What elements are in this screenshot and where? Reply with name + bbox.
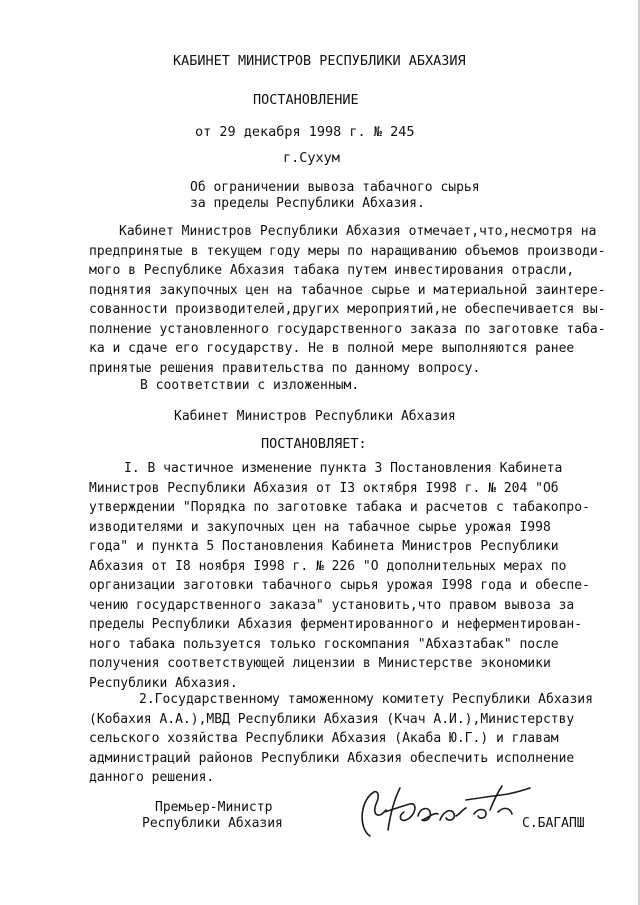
item-1-line: I. В частичное изменение пункта 3 Постановления Кабинета xyxy=(124,461,563,476)
item-1-line: пределы Республики Абхазия ферментированного и неферментирован- xyxy=(89,617,583,632)
body-authority: Кабинет Министров Республики Абхазия xyxy=(174,409,456,424)
preamble-line: мого в Республике Абхазия табака путем инвестирования отрасли, xyxy=(89,263,575,278)
item-1-line: Министров Республики Абхазия от I3 октября I998 г. № 204 "Об xyxy=(89,480,559,496)
item-1-paragraph xyxy=(89,459,590,693)
item-2-line: 2.Государственному таможенному комитету Республики Абхазия xyxy=(139,692,593,707)
item-1-line: организации заготовки табачного сырья урожая I998 года и обеспе- xyxy=(89,578,590,593)
signatory-title-line-1: Премьер-Министр xyxy=(155,800,273,815)
preamble-line: полнение установленного государственного заказа по заготовке таба- xyxy=(89,321,606,337)
document-date-number: от 29 декабря 1998 г. № 245 xyxy=(195,124,415,140)
subject-line-1: Об ограничении вывоза табачного сырья xyxy=(190,180,480,195)
signatory-title-line-2: Республики Абхазия xyxy=(142,816,283,831)
item-2-line: администраций районов Республики Абхазия обеспечить исполнение xyxy=(89,750,575,766)
preamble-line: ка и сдаче его государству. Не в полной мере выполняются ранее xyxy=(89,341,575,356)
handwritten-signature xyxy=(348,770,548,850)
preamble-line: поднятия закупочных цен на табачное сырье и материальной заинтере- xyxy=(89,282,606,298)
accordance-line: В соответствии с изложенным. xyxy=(140,378,360,393)
preamble-line: Кабинет Министров Республики Абхазия отмечает,что,несмотря на xyxy=(119,224,597,239)
item-1-line: Республики Абхазия. xyxy=(89,675,238,691)
item-1-line: года" и пункта 5 Постановления Кабинета Министров Республики xyxy=(89,539,559,554)
item-1-line: изводителями и закупочных цен на табачное сырье урожая I998 xyxy=(89,519,551,535)
subject-line-2: за пределы Республики Абхазия. xyxy=(190,196,425,211)
header-authority: КАБИНЕТ МИНИСТРОВ РЕСПУБЛИКИ АБХАЗИЯ xyxy=(173,53,466,69)
preamble-line: сованности производителей,других мероприятий,не обеспечивается вы- xyxy=(89,302,606,317)
item-2-line: (Кобахия А.А.),МВД Республики Абхазия (Кчач А.И.),Министерству xyxy=(89,711,575,727)
document-type: ПОСТАНОВЛЕНИЕ xyxy=(253,92,359,108)
item-1-line: получения соответствующей лицензии в Министерстве экономики xyxy=(89,656,551,671)
document-city: г.Сухум xyxy=(283,150,340,166)
item-1-line: чению государственного заказа" установить,что правом вывоза за xyxy=(89,597,575,613)
item-2-line: сельского хозяйства Республики Абхазия (Акаба Ю.Г.) и главам xyxy=(89,731,559,746)
item-1-line: утверждении "Порядка по заготовке табака и расчетов с табакопро- xyxy=(89,500,590,515)
item-1-line: Абхазия от I8 ноября I998 г. № 226 "О дополнительных мерах по xyxy=(89,558,567,574)
item-1-line: ного табака пользуется только госкомпания "Абхазтабак" после xyxy=(89,636,559,652)
preamble-line: предпринятые в текущем году меры по наращиванию объемов производи- xyxy=(89,243,606,259)
preamble-line: принятые решения правительства по данному вопросу. xyxy=(89,360,481,376)
preamble-paragraph xyxy=(89,222,606,378)
signatory-name: С.БАГАПШ xyxy=(522,816,585,831)
item-2-line: данного решения. xyxy=(89,770,215,785)
decree-heading: ПОСТАНОВЛЯЕТ: xyxy=(261,436,367,452)
